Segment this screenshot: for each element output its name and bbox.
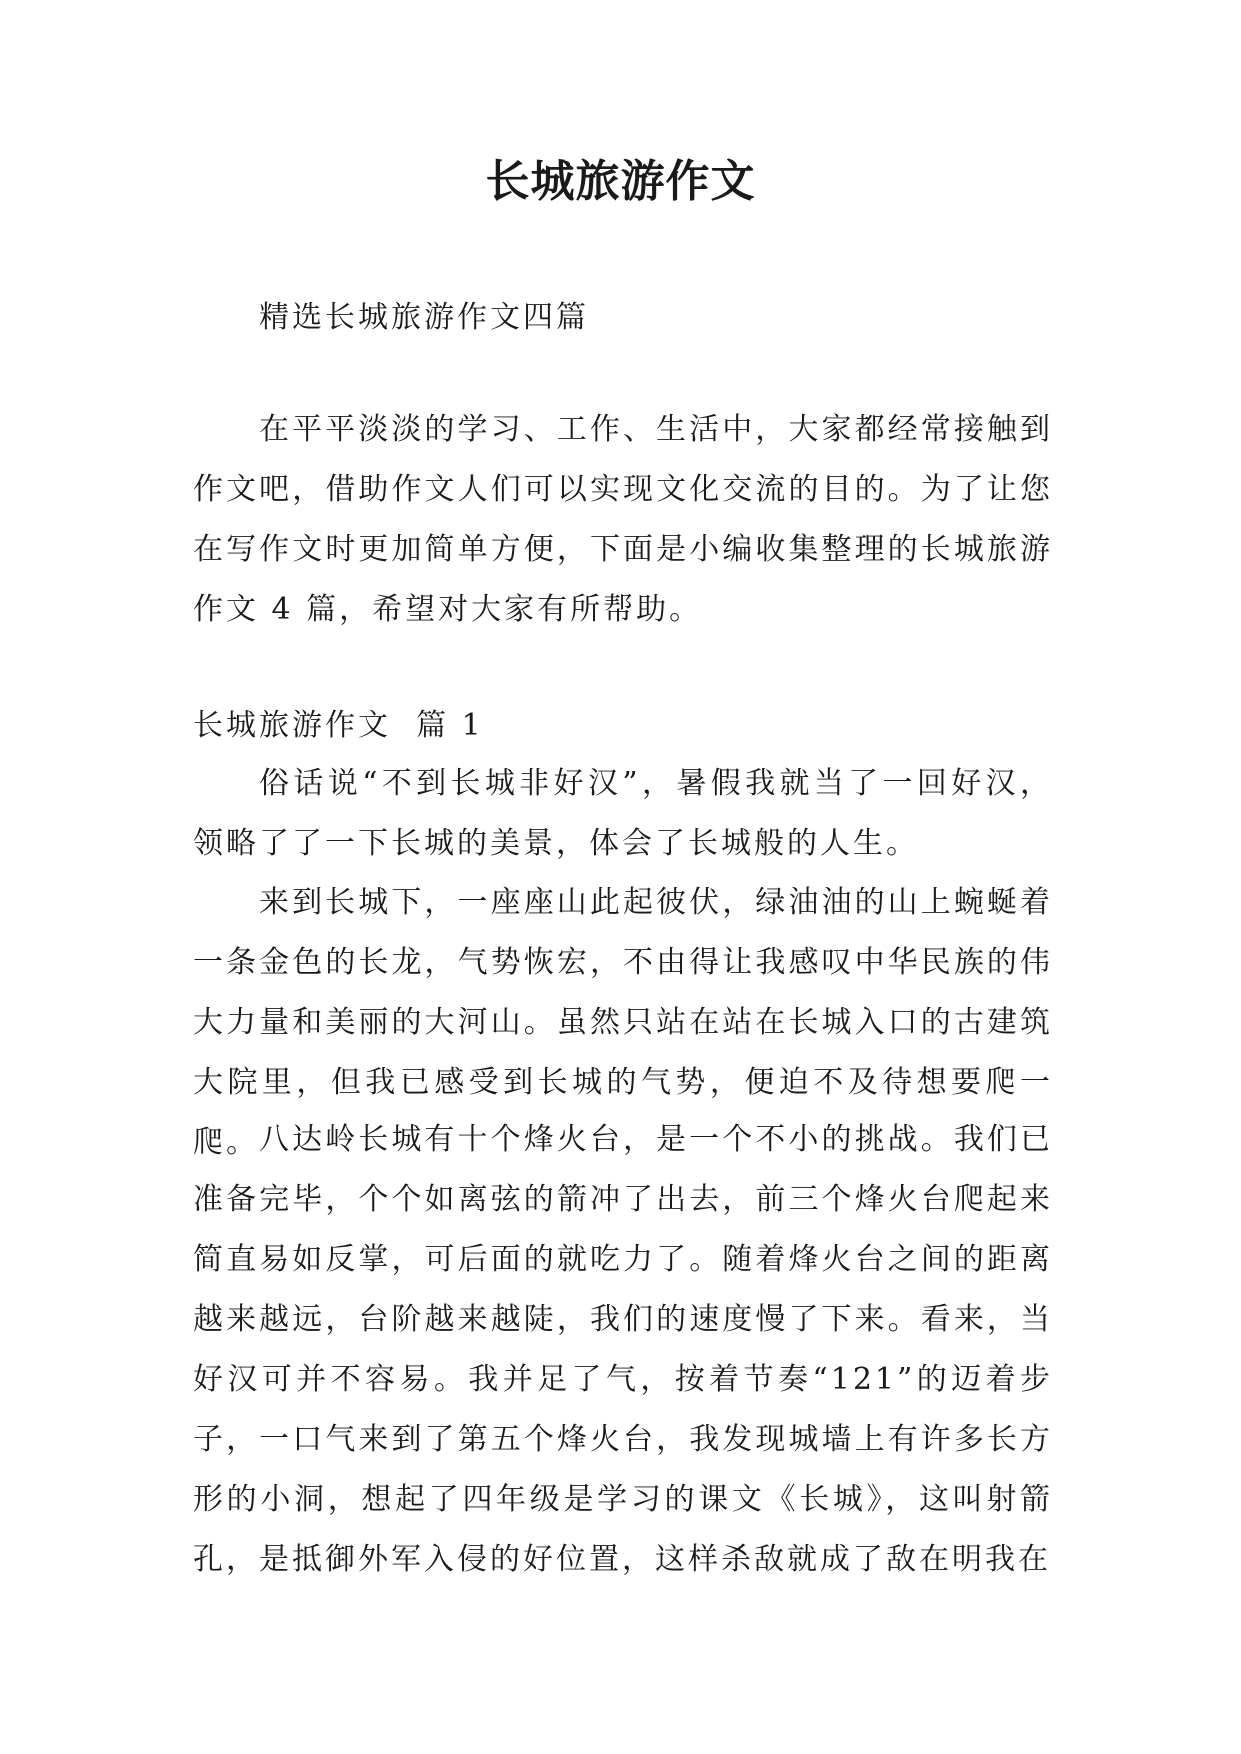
intro-paragraph: 在平平淡淡的学习、工作、生活中，大家都经常接触到作文吧，借助作文人们可以实现文化交流的目的。为了让您在写作文时更加简单方便，下面是小编收集整理的长城旅游作文 4 篇，希望对大家有所帮助。	[193, 412, 1053, 627]
body-paragraph: 俗话说“不到长城非好汉”，暑假我就当了一回好汉，领略了了一下长城的美景，体会了长城般的人生。	[193, 766, 1053, 861]
document-subtitle: 精选长城旅游作文四篇	[259, 300, 589, 335]
body-paragraph: 来到长城下，一座座山此起彼伏，绿油油的山上蜿蜒着一条金色的长龙，气势恢宏，不由得让我感叹中华民族的伟大力量和美丽的大河山。虽然只站在站在长城入口的古建筑大院里，但我已感受到长城的气势，便迫不及待想要爬一爬。	[193, 885, 1053, 1160]
section-heading: 长城旅游作文 篇 1	[193, 708, 484, 743]
document-title: 长城旅游作文	[485, 156, 756, 207]
body-paragraph: 八达岭长城有十个烽火台，是一个不小的挑战。我们已准备完毕，个个如离弦的箭冲了出去，前三个烽火台爬起来简直易如反掌，可后面的就吃力了。随着烽火台之间的距离越来越远，台阶越来越陡，我们的速度慢了下来。看来，当好汉可并不容易。我并足了气，按着节奏“121”的迈着步子，一口气来到了第五个烽火台，我发现城墙上有许多长方形的小洞，想起了四年级是学习的课文《长城》，这叫射箭孔，是抵御外军入侵的好位置，这样杀敌就成了敌在明我在	[193, 1122, 1053, 1577]
